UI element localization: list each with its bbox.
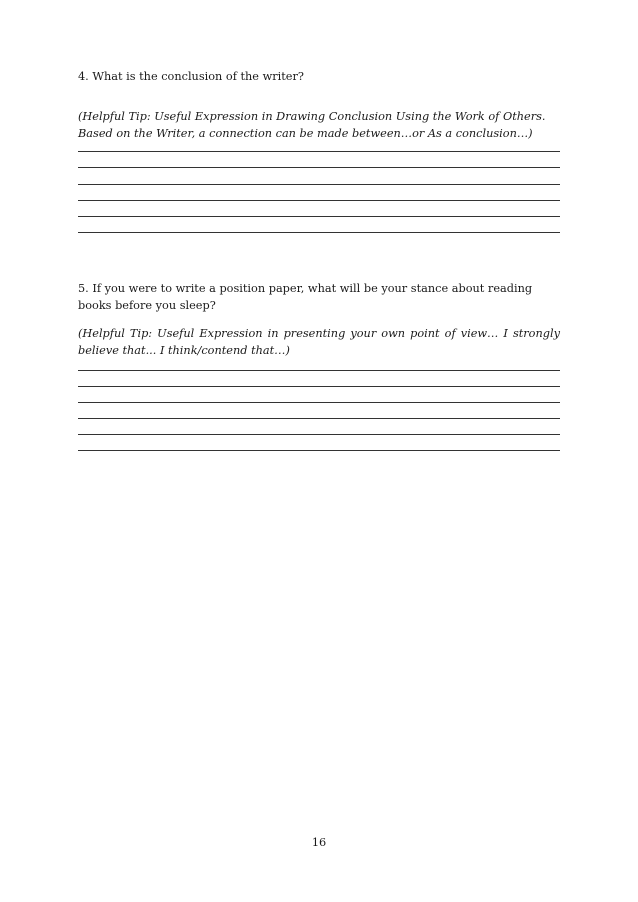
question-5-answer-line[interactable]	[78, 370, 560, 371]
question-4-answer-line[interactable]	[78, 167, 560, 168]
page-number: 16	[311, 836, 327, 849]
question-4-answer-line[interactable]	[78, 184, 560, 185]
question-4-prompt: 4. What is the conclusion of the writer?	[78, 70, 304, 83]
question-4-answer-line[interactable]	[78, 151, 560, 152]
question-4-answer-line[interactable]	[78, 232, 560, 233]
question-4-answer-line[interactable]	[78, 216, 560, 217]
question-4-tip: (Helpful Tip: Useful Expression in Drawing Conclusion Using the Work of Others. Based on the Writer, a connection can be made between…or As a conclusion…)	[78, 110, 546, 140]
question-5-answer-line[interactable]	[78, 450, 560, 451]
question-4-answer-line[interactable]	[78, 200, 560, 201]
question-5-tip: (Helpful Tip: Useful Expression in presenting your own point of view… I strongly believe that... I think/contend that…)	[78, 327, 560, 357]
question-5-answer-line[interactable]	[78, 386, 560, 387]
question-5-answer-line[interactable]	[78, 418, 560, 419]
question-5-answer-line[interactable]	[78, 434, 560, 435]
question-5-prompt: 5. If you were to write a position paper, what will be your stance about reading books before you sleep?	[78, 282, 533, 312]
question-5-answer-line[interactable]	[78, 402, 560, 403]
